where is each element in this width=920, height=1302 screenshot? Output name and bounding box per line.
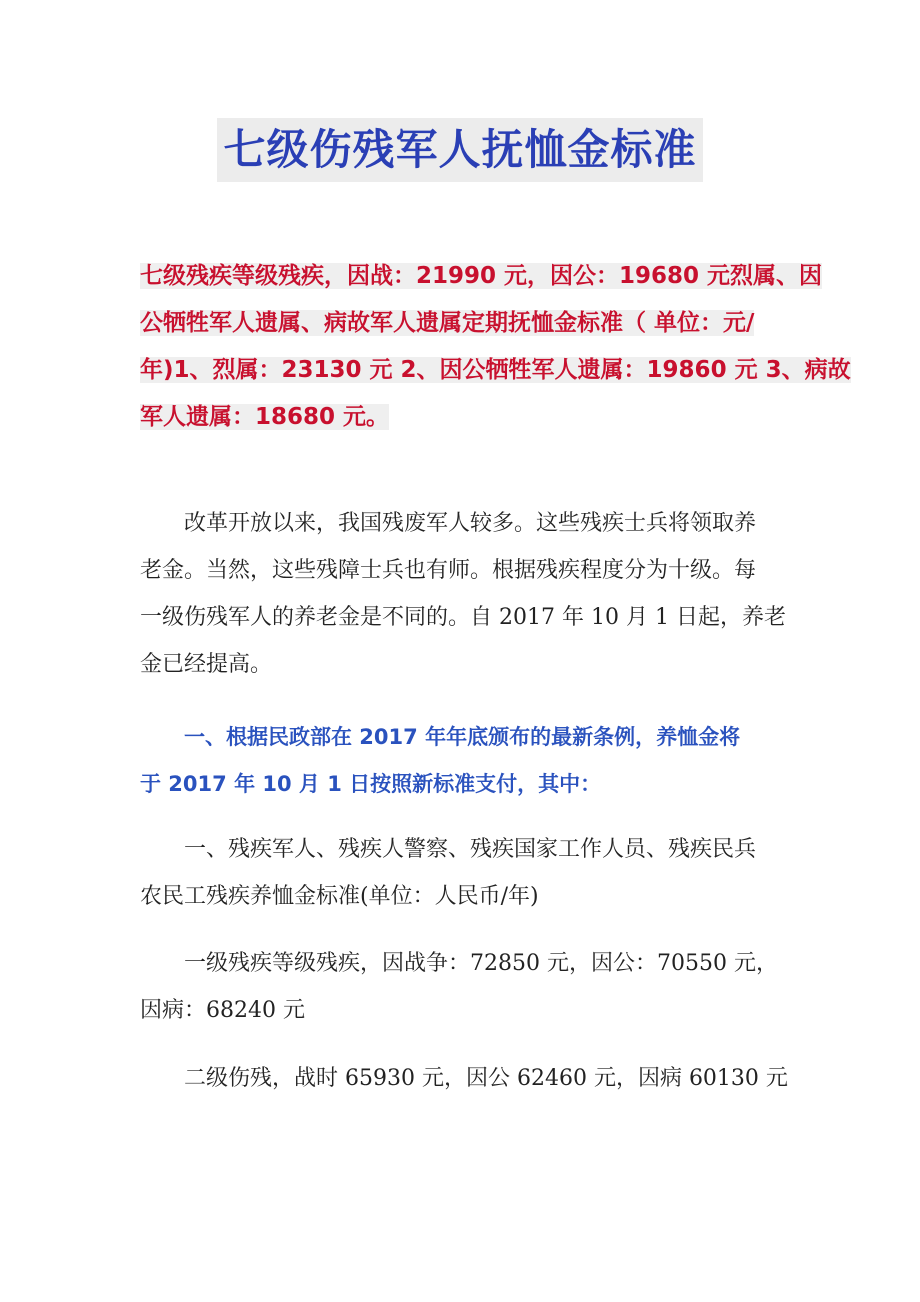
- summary-line: 公牺牲军人遗属、病故军人遗属定期抚恤金标准（ 单位：元/: [140, 310, 755, 336]
- section-heading-line: 于 2017 年 10 月 1 日按照新标准支付，其中：: [140, 772, 602, 796]
- intro-line: 老金。当然，这些残障士兵也有师。根据残疾程度分为十级。每: [140, 558, 757, 583]
- level1-line: 一级残疾等级残疾，因战争：72850 元，因公：70550 元，: [184, 951, 778, 976]
- category-paragraph: [140, 826, 780, 920]
- summary-line: 年)1、烈属：23130 元 2、因公牺牲军人遗属：19860 元 3、病故: [140, 357, 851, 383]
- summary-line: 军人遗属：18680 元。: [140, 404, 390, 430]
- category-line: 农民工残疾养恤金标准(单位：人民币/年): [140, 884, 539, 909]
- section-heading-line: 一、根据民政部在 2017 年年底颁布的最新条例，养恤金将: [184, 725, 741, 749]
- title-container: [0, 118, 920, 182]
- level1-paragraph: [140, 940, 780, 1034]
- intro-line: 金已经提高。: [140, 652, 273, 677]
- level2-paragraph: [140, 1055, 788, 1102]
- intro-paragraph: [140, 500, 786, 688]
- intro-line: 一级伤残军人的养老金是不同的。自 2017 年 10 月 1 日起，养老: [140, 605, 786, 630]
- page-title: 七级伤残军人抚恤金标准: [217, 118, 702, 182]
- intro-line: 改革开放以来，我国残废军人较多。这些残疾士兵将领取养: [184, 511, 757, 536]
- summary-line: 七级残疾等级残疾，因战：21990 元，因公：19680 元烈属、因: [140, 263, 823, 289]
- summary-paragraph: [140, 253, 851, 441]
- level1-line: 因病：68240 元: [140, 998, 305, 1023]
- level2-line: 二级伤残，战时 65930 元，因公 62460 元，因病 60130 元: [184, 1066, 788, 1091]
- category-line: 一、残疾军人、残疾人警察、残疾国家工作人员、残疾民兵: [184, 837, 757, 862]
- section-heading: [140, 714, 780, 808]
